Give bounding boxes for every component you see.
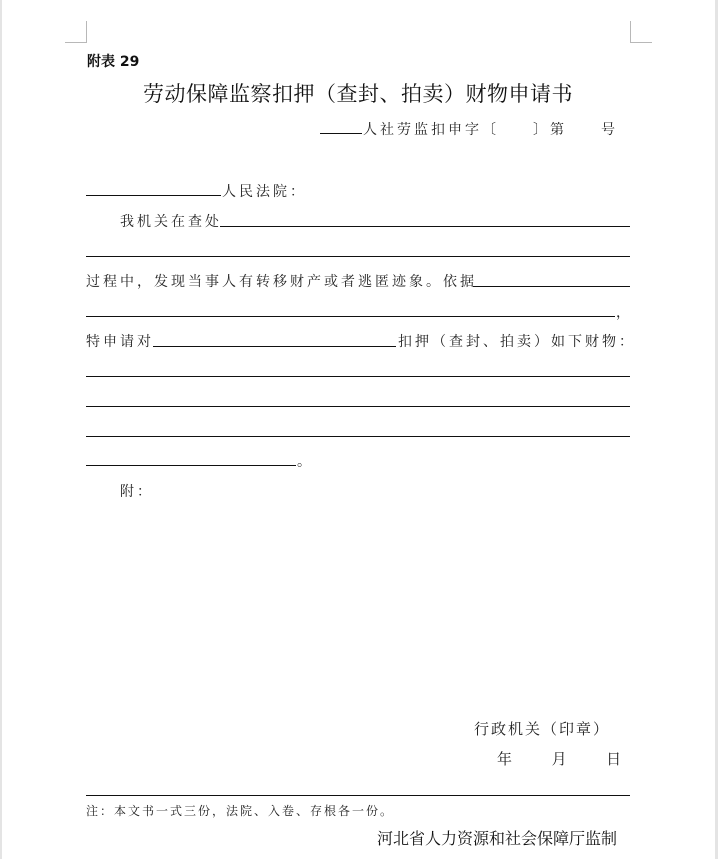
footer-note: 注：本文书一式三份，法院、入卷、存根各一份。 (86, 804, 395, 818)
period: 。 (297, 454, 314, 470)
para2-text: 过程中，发现当事人有转移财产或者逃匿迹象。依据 (86, 274, 477, 290)
date-day: 日 (606, 750, 622, 768)
date-row (497, 748, 621, 769)
property-blank-4[interactable] (86, 465, 296, 466)
court-name-blank[interactable] (86, 195, 221, 196)
date-month: 月 (551, 750, 567, 768)
page-edge-left (0, 0, 2, 859)
document-number-text: 人社劳监扣申字〔 〕第 号 (363, 122, 618, 138)
case-blank-1[interactable] (220, 226, 630, 227)
para3-tail: 扣押（查封、拍卖）如下财物： (398, 334, 636, 350)
comma: ， (616, 305, 633, 321)
legal-basis-blank-2[interactable] (86, 316, 615, 317)
property-blank-3[interactable] (86, 436, 630, 437)
signer-seal: 行政机关（印章） (474, 720, 611, 738)
margin-corner-mark-top-left (65, 21, 87, 43)
margin-corner-mark-top-right (630, 21, 652, 43)
property-blank-1[interactable] (86, 376, 630, 377)
addressee-suffix: 人民法院： (222, 184, 307, 200)
document-title: 劳动保障监察扣押（查封、拍卖）财物申请书 (143, 82, 573, 106)
para1-lead: 我机关在查处 (120, 214, 222, 230)
case-blank-2[interactable] (86, 256, 630, 257)
issuer: 河北省人力资源和社会保障厅监制 (377, 829, 618, 848)
legal-basis-blank-1[interactable] (473, 286, 630, 287)
attachment-label: 附： (120, 484, 154, 500)
property-blank-2[interactable] (86, 406, 630, 407)
footer-separator (86, 795, 630, 796)
para3-lead: 特申请对 (86, 334, 154, 350)
document-number (320, 119, 618, 139)
party-blank[interactable] (153, 346, 396, 347)
document-number-blank[interactable] (320, 119, 362, 134)
appendix-label: 附表 29 (87, 54, 140, 70)
date-year: 年 (497, 750, 513, 768)
